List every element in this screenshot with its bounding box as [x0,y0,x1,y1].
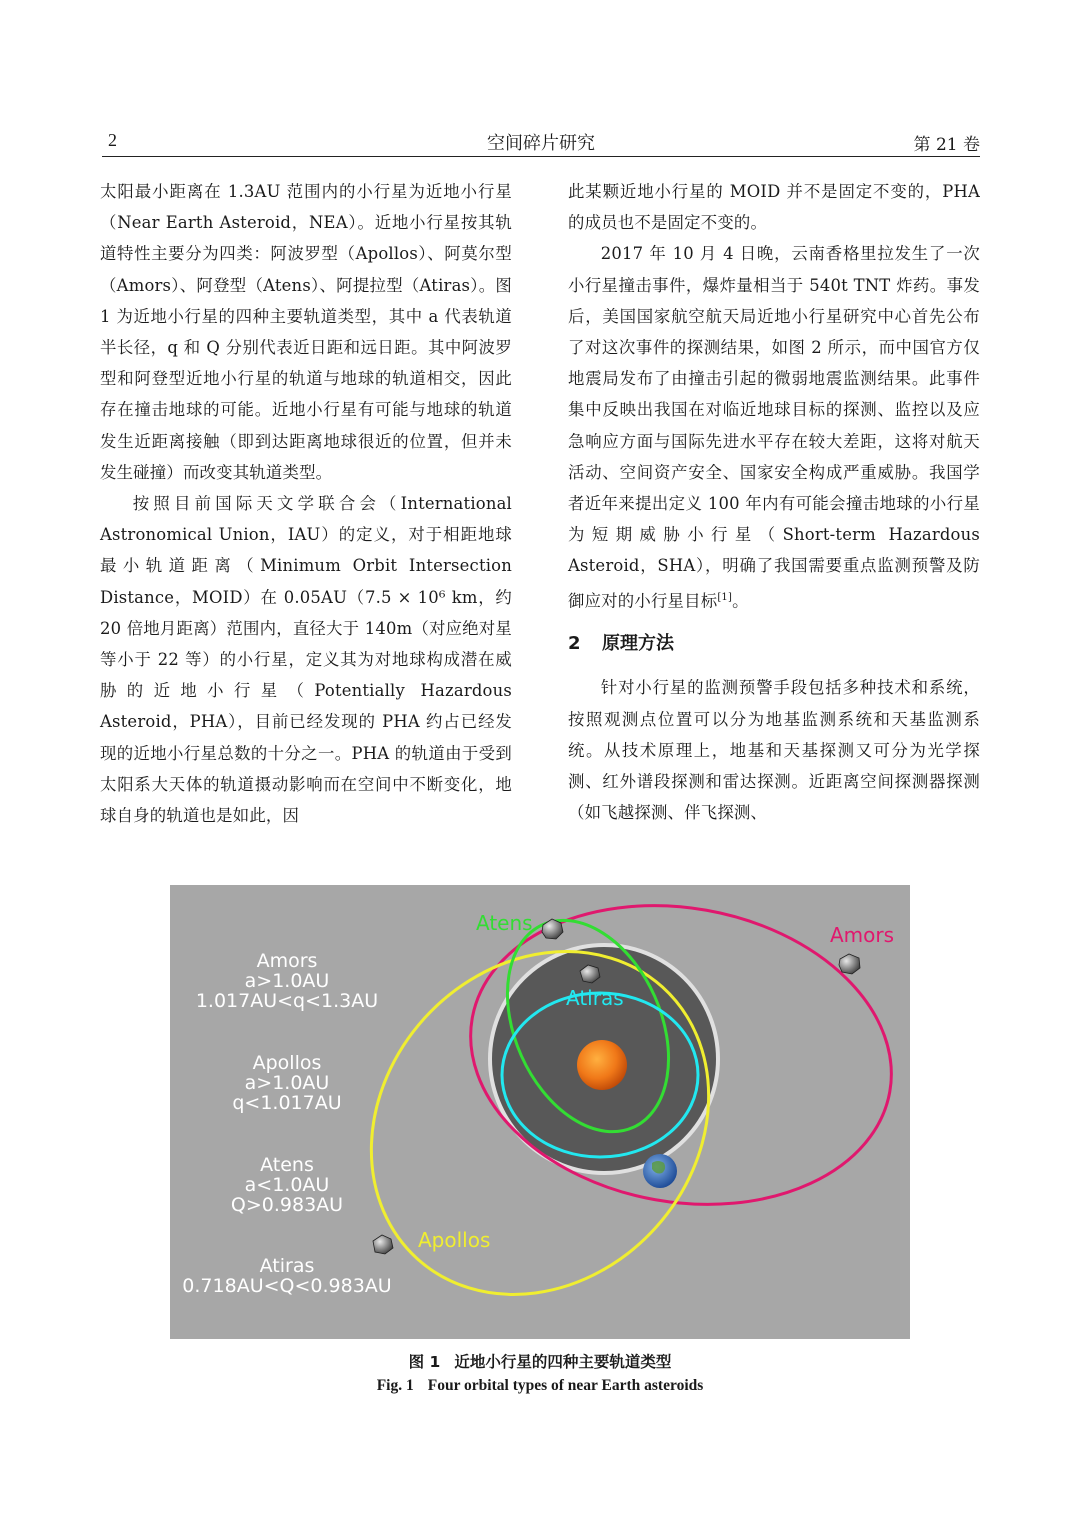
paragraph-shangri-la-event [568,238,980,616]
journal-title: 空间碎片研究 [487,133,595,154]
figure-label-cn: 图 1 [408,1353,441,1371]
section-heading [568,624,980,664]
legend-atiras-q: 0.718AU<Q<0.983AU [182,1275,392,1297]
legend-atens-q: Q>0.983AU [230,1194,344,1216]
figure-label-en: Fig. 1 [376,1377,414,1394]
amors-orbit-label: Amors [830,923,895,947]
legend-atens-name: Atens [260,1154,314,1176]
orbit-figure [170,885,910,1339]
atiras-orbit-label: Atiras [566,986,624,1010]
paragraph-moid-continued: 此某颗近地小行星的 MOID 并不是固定不变的，PHA 的成员也不是固定不变的。 [568,182,980,233]
sun-icon [577,1040,627,1090]
legend-amors-name: Amors [256,950,318,972]
paragraph-pha-definition: 按照目前国际天文学联合会（International Astronomical Union，IAU）的定义，对于相距地球最小轨道距离（Minimum Orbit Intersection Distance，MOID）在 0.05AU（7.5 × 10⁶ km，约 20 倍地月距离）范围内，直径大于 140m（对应绝对星等小于 22 等）的小行星，定义其为对地球构成潜在威胁的近地小行星（Potentially Hazardous Asteroid，PHA），目前已经发现的 PHA 约占已经发现的近地小行星总数的十分之一。PHA 的轨道由于受到太阳系大天体的轨道摄动影响而在空间中不断变化，地球自身的轨道也是如此，因 [100,494,512,826]
page-number: 2 [108,130,117,150]
running-header [102,128,980,157]
legend-apollos-a: a>1.0AU [244,1072,330,1094]
section-number: 2 [568,633,581,655]
paragraph-nea-definition: 太阳最小距离在 1.3AU 范围内的小行星为近地小行星（Near Earth Asteroid，NEA）。近地小行星按其轨道特性主要分为四类：阿波罗型（Apollos）、阿莫尔型（Amors）、阿登型（Atens）、阿提拉型（Atiras）。图 1 为近地小行星的四种主要轨道类型，其中 a 代表轨道半长径，q 和 Q 分别代表近日距和远日距。其中阿波罗型和阿登型近地小行星的轨道与地球的轨道相交，因此存在撞击地球的可能。近地小行星有可能与地球的轨道发生近距离接触（即到达距离地球很近的位置，但并未发生碰撞）而改变其轨道类型。 [100,182,512,482]
legend-apollos-q: q<1.017AU [232,1092,342,1114]
left-column [100,176,512,831]
figure-title-en: Four orbital types of near Earth asteroids [427,1377,704,1394]
legend-amors-a: a>1.0AU [244,970,330,992]
legend-atiras-name: Atiras [259,1255,315,1277]
paragraph-end-mark: 。 [732,591,749,611]
right-column [568,176,980,828]
paragraph-shangri-la-text: 2017 年 10 月 4 日晚，云南香格里拉发生了一次小行星撞击事件，爆炸量相当于 540t TNT 炸药。事发后，美国国家航空航天局近地小行星研究中心首先公布了对这次事件的探测结果，如图 2 所示，而中国官方仅地震局发布了由撞击引起的微弱地震监测结果。此事件集中反映出我国在对临近地球目标的探测、监控以及应急响应方面与国际先进水平存在较大差距，这将对航天活动、空间资产安全、国家安全构成严重威胁。我国学者近年来提出定义 100 年内有可能会撞击地球的小行星为短期威胁小行星（Short-term Hazardous Asteroid，SHA），明确了我国需要重点监测预警及防御应对的小行星目标 [568,244,980,611]
volume-label: 第 21 卷 [913,135,980,155]
apollos-orbit-label: Apollos [418,1228,491,1252]
legend-amors-q: 1.017AU<q<1.3AU [195,990,379,1012]
reference-marker: [1] [717,591,733,603]
section-title: 原理方法 [602,633,674,655]
atens-orbit-label: Atens [476,911,533,935]
figure-caption-cn [0,1350,1080,1372]
paragraph-methods: 针对小行星的监测预警手段包括多种技术和系统，按照观测点位置可以分为地基监测系统和天基监测系统。从技术原理上，地基和天基探测又可分为光学探测、红外谱段探测和雷达探测。近距离空间探测器探测（如飞越探测、伴飞探测、 [568,678,980,823]
legend-apollos-name: Apollos [252,1052,322,1074]
legend-atens-a: a<1.0AU [244,1174,330,1196]
figure-caption-en [0,1377,1080,1395]
figure-title-cn: 近地小行星的四种主要轨道类型 [454,1353,672,1371]
